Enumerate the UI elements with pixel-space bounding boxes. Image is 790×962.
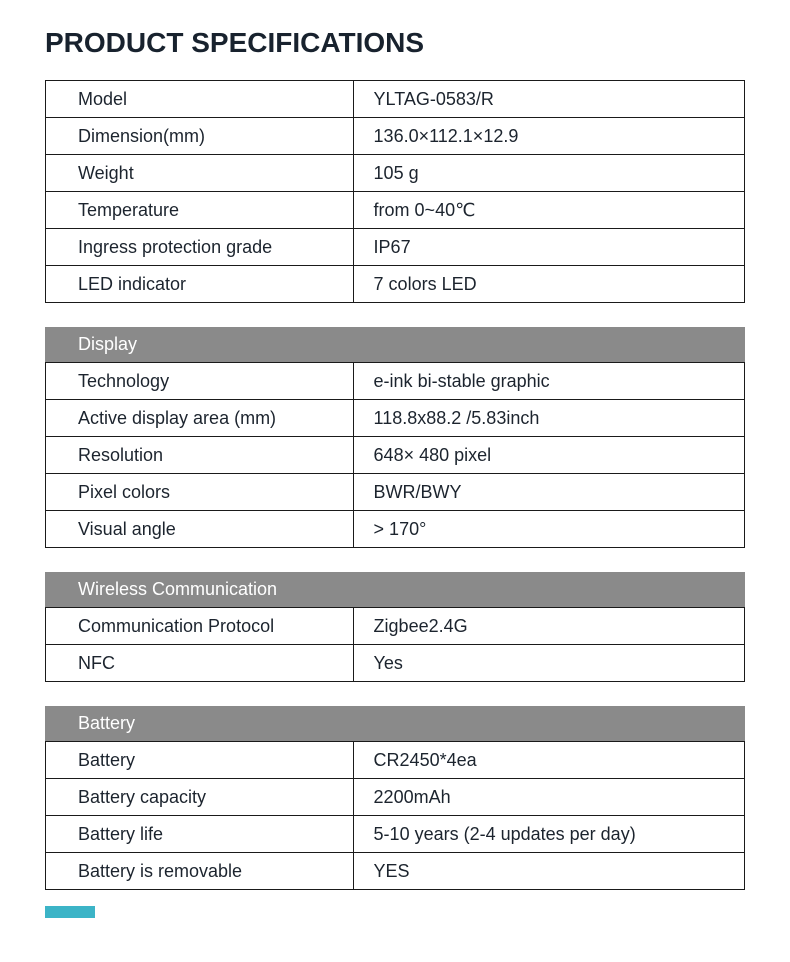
spec-section-wireless-communication xyxy=(45,572,745,682)
accent-bar xyxy=(45,906,95,918)
spec-value-cell: IP67 xyxy=(353,229,744,266)
spec-label-cell: NFC xyxy=(46,645,354,682)
spec-row xyxy=(46,511,745,548)
spec-value-cell: 118.8x88.2 /5.83inch xyxy=(353,400,744,437)
spec-table-general xyxy=(45,80,745,303)
spec-label-cell: Battery capacity xyxy=(46,779,354,816)
spec-value-cell: from 0~40℃ xyxy=(353,192,744,229)
spec-row xyxy=(46,853,745,890)
spec-value-cell: 2200mAh xyxy=(353,779,744,816)
spec-row xyxy=(46,118,745,155)
spec-row xyxy=(46,229,745,266)
spec-value-cell: YLTAG-0583/R xyxy=(353,81,744,118)
spec-table-display xyxy=(45,362,745,548)
spec-label-cell: Temperature xyxy=(46,192,354,229)
spec-row xyxy=(46,816,745,853)
section-header-display: Display xyxy=(45,327,745,362)
spec-value-cell: 136.0×112.1×12.9 xyxy=(353,118,744,155)
spec-label-cell: Battery xyxy=(46,742,354,779)
spec-label-cell: Ingress protection grade xyxy=(46,229,354,266)
spec-table-battery xyxy=(45,741,745,890)
spec-label-cell: Pixel colors xyxy=(46,474,354,511)
spec-label-cell: Dimension(mm) xyxy=(46,118,354,155)
spec-section-general xyxy=(45,80,745,303)
spec-row xyxy=(46,363,745,400)
spec-value-cell: 5-10 years (2-4 updates per day) xyxy=(353,816,744,853)
spec-row xyxy=(46,779,745,816)
spec-row xyxy=(46,474,745,511)
spec-row xyxy=(46,155,745,192)
spec-value-cell: CR2450*4ea xyxy=(353,742,744,779)
section-header-wireless-communication: Wireless Communication xyxy=(45,572,745,607)
spec-row xyxy=(46,608,745,645)
spec-value-cell: BWR/BWY xyxy=(353,474,744,511)
spec-value-cell: 7 colors LED xyxy=(353,266,744,303)
spec-row xyxy=(46,192,745,229)
spec-row xyxy=(46,742,745,779)
spec-value-cell: 648× 480 pixel xyxy=(353,437,744,474)
spec-label-cell: Technology xyxy=(46,363,354,400)
spec-label-cell: Weight xyxy=(46,155,354,192)
page-title: PRODUCT SPECIFICATIONS xyxy=(45,27,425,58)
spec-label-cell: Active display area (mm) xyxy=(46,400,354,437)
spec-tables xyxy=(45,80,745,890)
spec-value-cell: e-ink bi-stable graphic xyxy=(353,363,744,400)
spec-label-cell: LED indicator xyxy=(46,266,354,303)
section-header-battery: Battery xyxy=(45,706,745,741)
spec-label-cell: Communication Protocol xyxy=(46,608,354,645)
spec-row xyxy=(46,266,745,303)
spec-value-cell: Yes xyxy=(353,645,744,682)
spec-section-display xyxy=(45,327,745,548)
spec-label-cell: Visual angle xyxy=(46,511,354,548)
spec-row xyxy=(46,437,745,474)
spec-row xyxy=(46,645,745,682)
spec-label-cell: Battery life xyxy=(46,816,354,853)
spec-label-cell: Model xyxy=(46,81,354,118)
spec-value-cell: Zigbee2.4G xyxy=(353,608,744,645)
spec-value-cell: YES xyxy=(353,853,744,890)
spec-row xyxy=(46,81,745,118)
spec-value-cell: 105 g xyxy=(353,155,744,192)
product-spec-page xyxy=(0,27,790,918)
spec-label-cell: Resolution xyxy=(46,437,354,474)
spec-label-cell: Battery is removable xyxy=(46,853,354,890)
spec-row xyxy=(46,400,745,437)
spec-value-cell: > 170° xyxy=(353,511,744,548)
spec-section-battery xyxy=(45,706,745,890)
spec-table-wireless-communication xyxy=(45,607,745,682)
